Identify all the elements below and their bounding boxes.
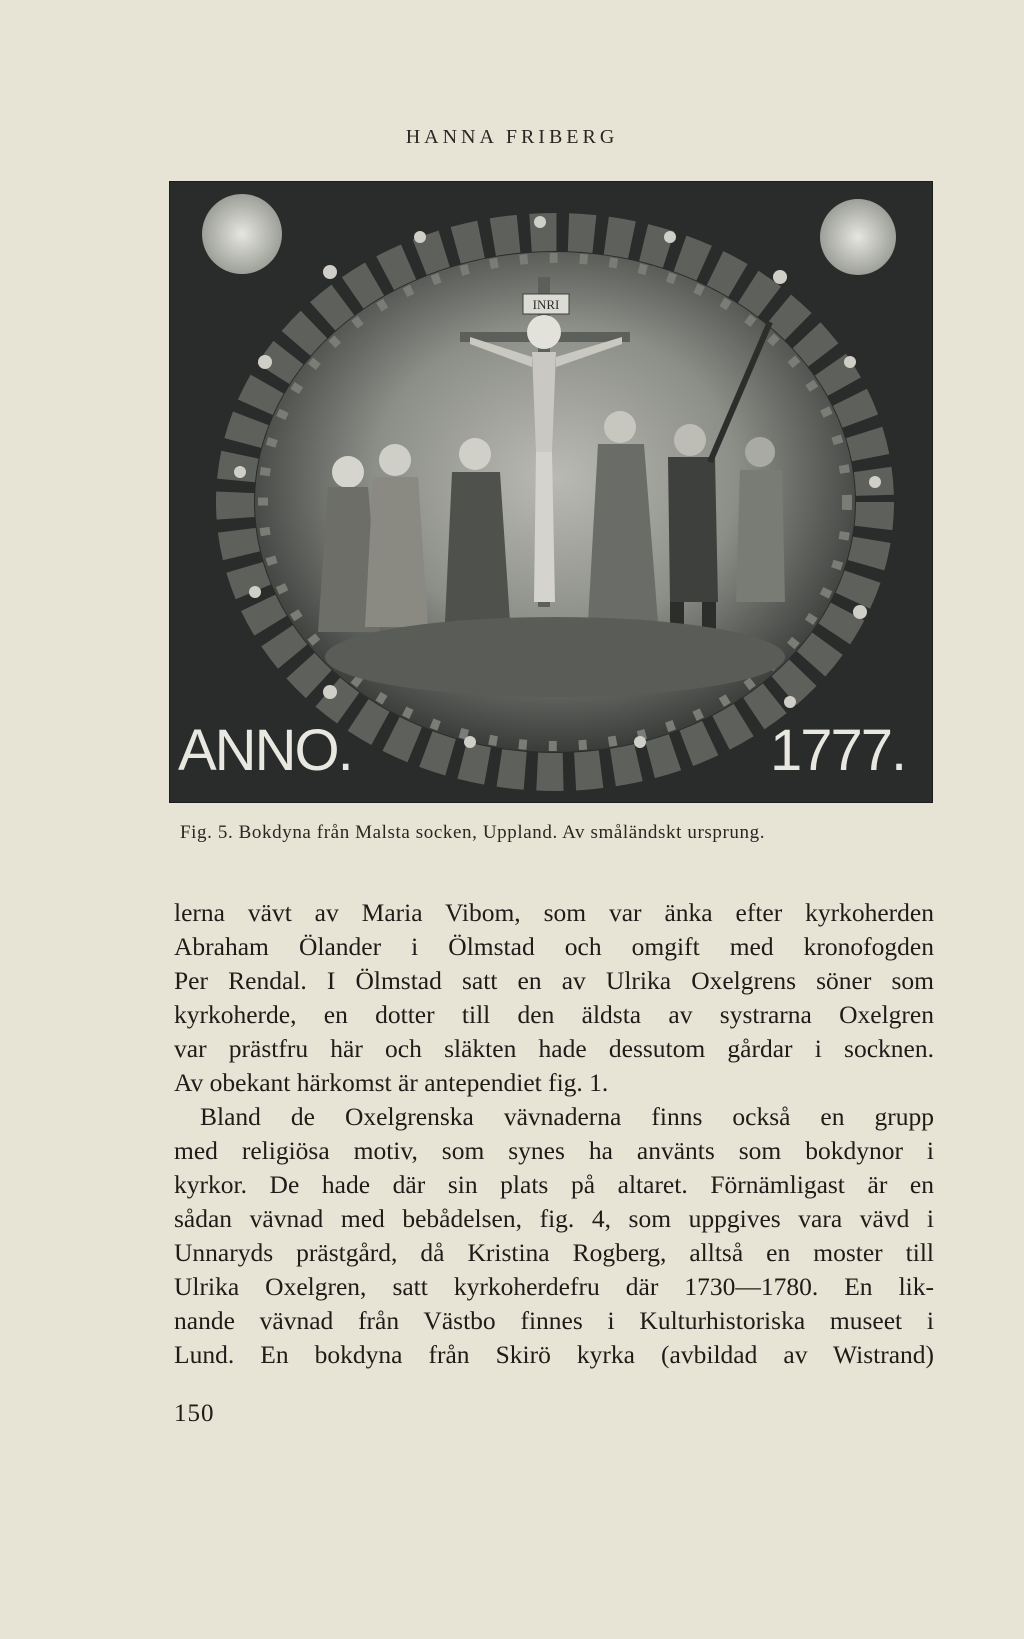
- corner-flower-left: [202, 194, 282, 274]
- text-line: Unnaryds prästgård, då Kristina Rogberg, alltså en moster till: [174, 1238, 934, 1267]
- text-line: Bland de Oxelgrenska vävnaderna finns också en grupp: [200, 1102, 934, 1131]
- text-line: Abraham Ölander i Ölmstad och omgift med kronofogden: [174, 932, 934, 961]
- text-line: Lund. En bokdyna från Skirö kyrka (avbildad av Wistrand): [174, 1340, 934, 1369]
- inscription-anno: ANNO.: [178, 718, 352, 783]
- text-line: kyrkor. De hade där sin plats på altaret. Förnämligast är en: [174, 1170, 934, 1199]
- text-line: kyrkoherde, en dotter till den äldsta av systrarna Oxelgren: [174, 1000, 934, 1029]
- inscription-year: 1777.: [770, 718, 906, 783]
- text-line: med religiösa motiv, som synes ha använts som bokdynor i: [174, 1136, 934, 1165]
- figure-caption: Fig. 5. Bokdyna från Malsta socken, Uppland. Av småländskt ursprung.: [180, 822, 766, 843]
- text-line: nande vävnad från Västbo finnes i Kulturhistoriska museet i: [174, 1306, 934, 1335]
- tapestry-image: [170, 182, 932, 802]
- text-line: Av obekant härkomst är antependiet fig. 1.: [174, 1068, 609, 1097]
- text-line: var prästfru här och släkten hade dessutom gårdar i socknen.: [174, 1034, 934, 1063]
- ground: [325, 617, 785, 697]
- body-text: [174, 896, 934, 1372]
- figure-tapestry-photo: [170, 182, 932, 802]
- text-line: Ulrika Oxelgren, satt kyrkoherdefru där 1730—1780. En lik-: [174, 1272, 934, 1301]
- text-line: lerna vävt av Maria Vibom, som var änka efter kyrkoherden: [174, 898, 934, 927]
- running-head: HANNA FRIBERG: [405, 126, 619, 148]
- page-number: 150: [174, 1400, 215, 1427]
- text-line: sådan vävnad med bebådelsen, fig. 4, som uppgives vara vävd i: [174, 1204, 934, 1233]
- titulus-inscription: INRI: [532, 297, 560, 312]
- corner-flower-right: [820, 199, 896, 275]
- text-line: Per Rendal. I Ölmstad satt en av Ulrika Oxelgrens söner som: [174, 966, 934, 995]
